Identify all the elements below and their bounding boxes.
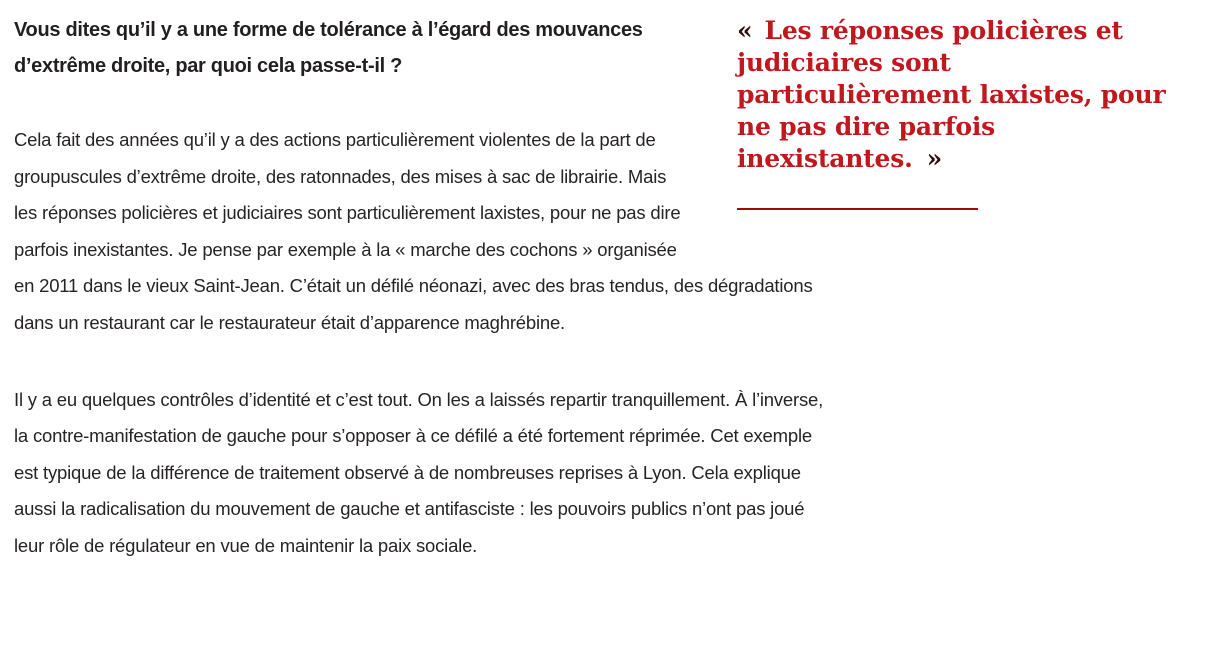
article-body [14,12,1166,565]
interview-question-heading: Vous dites qu’il y a une forme de tolérance à l’égard des mouvances d’extrême droite, par quoi cela passe-t-il ? [14,19,643,77]
pull-quote-text: Les réponses policières et judiciaires sont particulièrement laxistes, pour ne pas dire parfois inexistantes. [737,16,1166,173]
pull-quote-divider [737,208,978,210]
pull-quote [737,15,1190,210]
article-paragraph: Il y a eu quelques contrôles d’identité et c’est tout. On les a laissés repartir tranquillement. À l’inverse, la contre-manifestation de gauche pour s’opposer à ce défilé a été fortement réprimée. Cet exemple est typique de la différence de traitement observé à de nombreuses reprises à Lyon. Cela explique aussi la radicalisation du mouvement de gauche et antifasciste : les pouvoirs publics n’ont pas joué leur rôle de régulateur en vue de maintenir la paix sociale. [14,388,824,556]
article-paragraph: Cela fait des années qu’il y a des actions particulièrement violentes de la part de groupuscules d’extrême droite, des ratonnades, des mises à sac de librairie. Mais les réponses policières et judiciaires sont particulièrement laxistes, pour ne pas dire parfois inexistantes. Je pense par exemple à la « marche des cochons » organisée en 2011 dans le vieux Saint-Jean. C’était un défilé néonazi, avec des bras tendus, des dégradations dans un restaurant car le restaurateur était d’apparence maghrébine. [14,129,813,333]
close-guillemet: » [926,144,943,173]
open-guillemet: « [737,16,753,45]
